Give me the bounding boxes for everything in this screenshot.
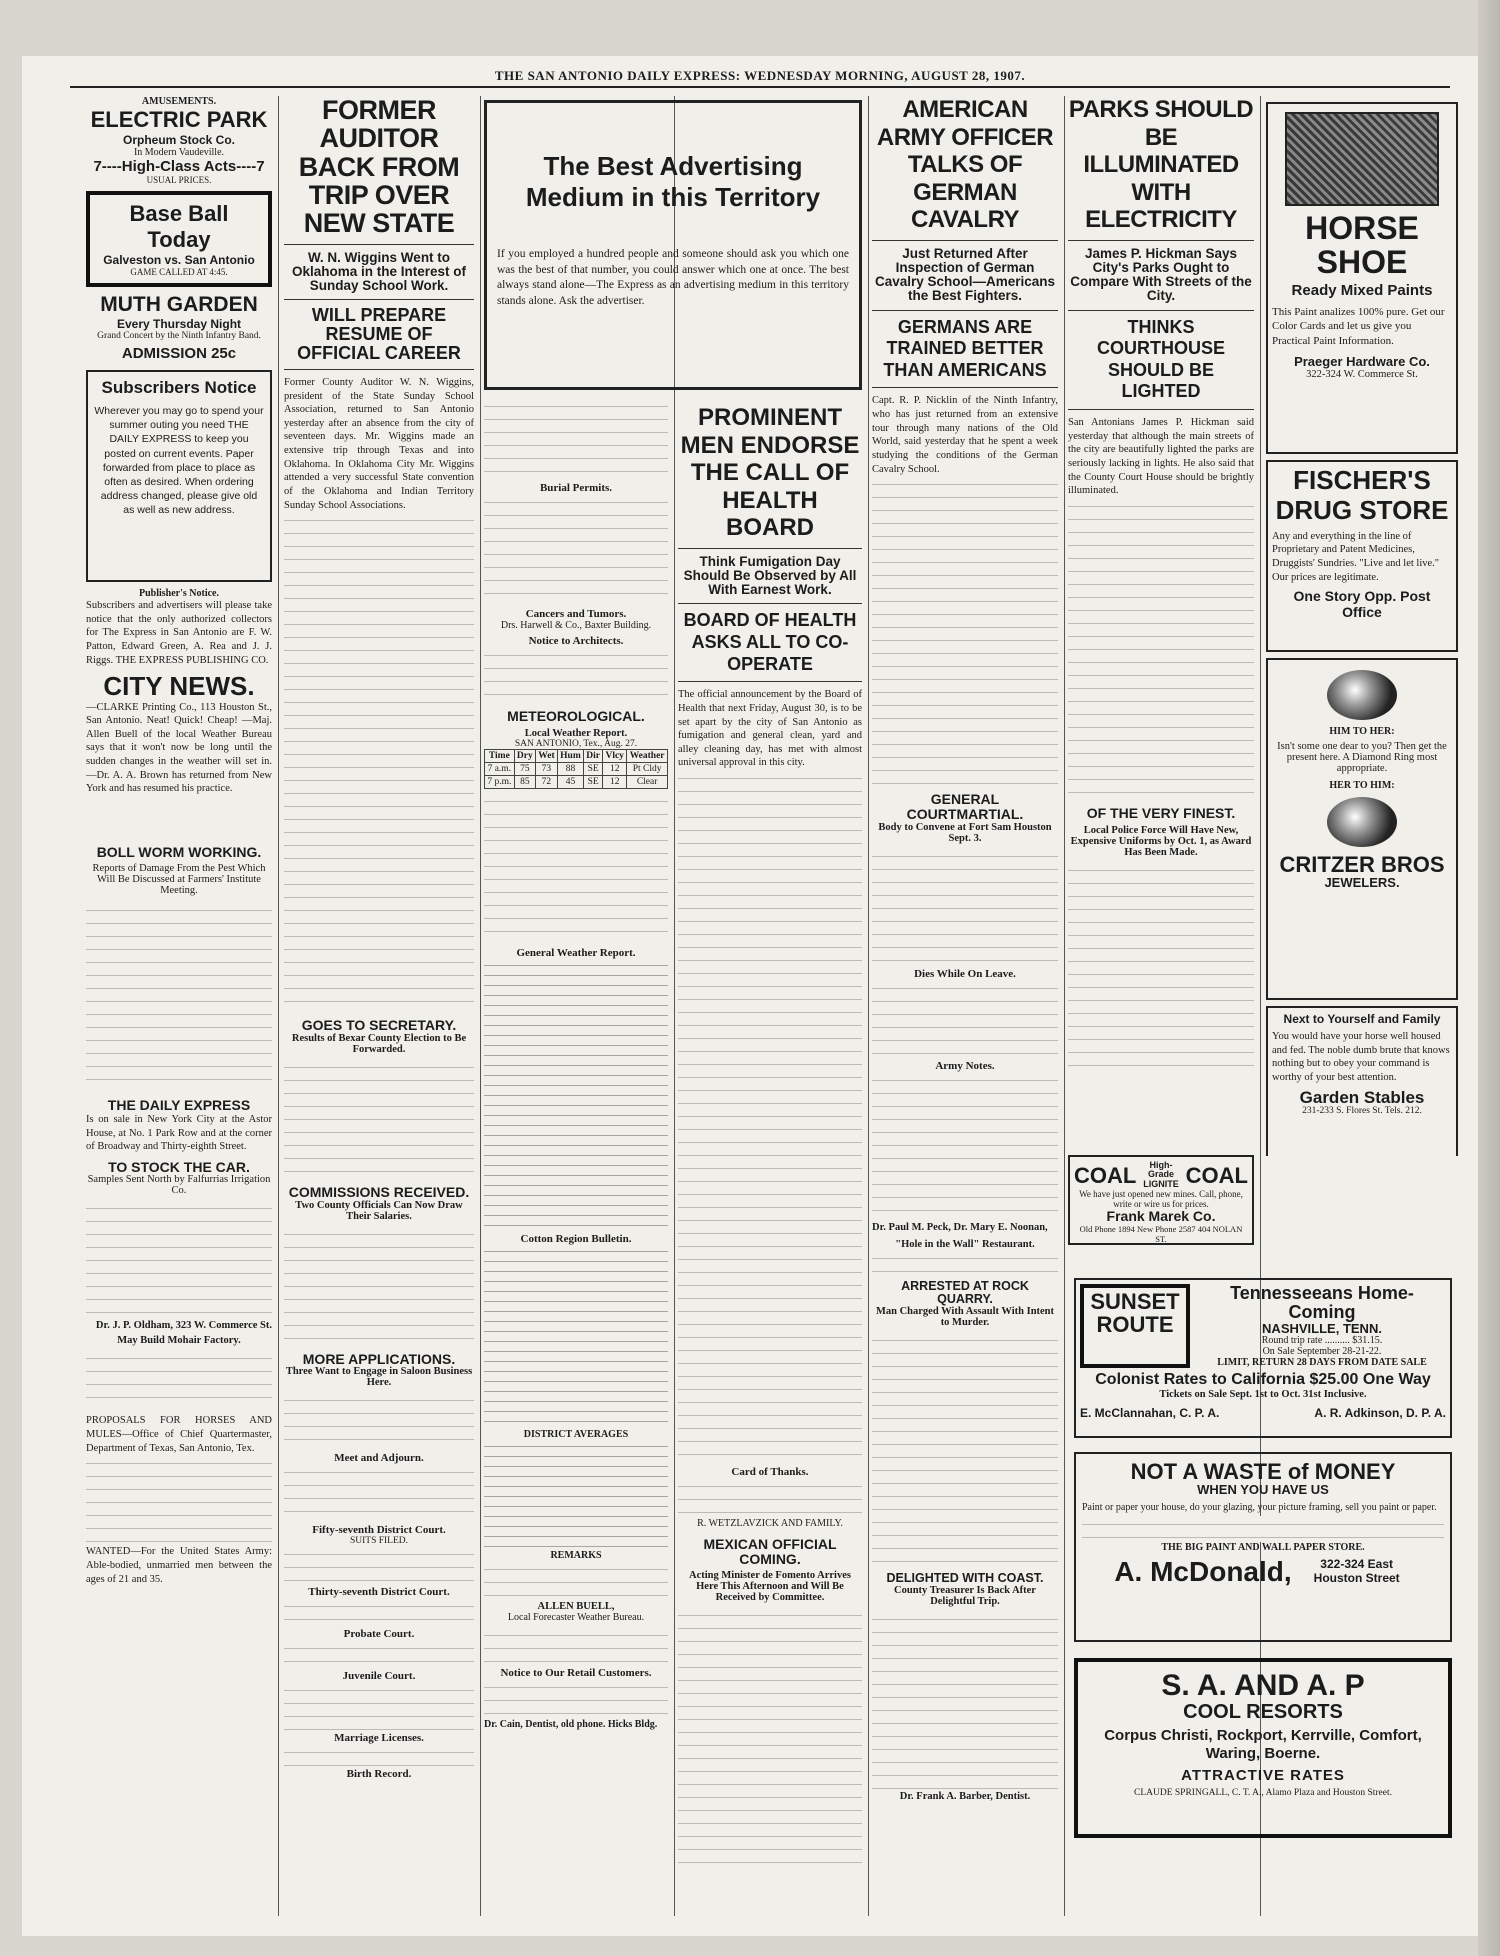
- sunset-route-name: SUNSET ROUTE: [1090, 1289, 1180, 1338]
- coal-ad: [1068, 1155, 1254, 1245]
- coal-word-2: COAL: [1185, 1162, 1248, 1188]
- weather-col: Time: [485, 749, 515, 762]
- round-trip: Round trip rate .......... $31.15.: [1261, 1335, 1383, 1347]
- publishers-notice: Publisher's Notice.: [139, 588, 219, 599]
- meet-heading: Meet and Adjourn.: [334, 1452, 424, 1465]
- architects-body: [484, 647, 668, 703]
- secretary-sub: Results of Bexar County Election to Be Forwarded.: [291, 1033, 467, 1055]
- births-list: [484, 398, 668, 478]
- oldham-line: Dr. J. P. Oldham, 323 W. Commerce St.: [95, 1320, 272, 1332]
- horse-shoe-ad: [1266, 102, 1458, 454]
- peck-line: Dr. Paul M. Peck, Dr. Mary E. Noonan,: [872, 1221, 1048, 1233]
- mcdonald-ad: [1074, 1452, 1452, 1642]
- card-thanks-heading: Card of Thanks.: [731, 1466, 809, 1479]
- courtmartial-body: [872, 848, 1058, 968]
- finest-body: [1068, 862, 1254, 1076]
- mexican-official-heading: MEXICAN OFFICIAL COMING.: [703, 1536, 837, 1567]
- weather-row: [485, 775, 668, 788]
- marriage-heading: Marriage Licenses.: [334, 1732, 424, 1745]
- baseball-ad: [86, 191, 272, 287]
- mcdonald-title: NOT A WASTE of MONEY: [1130, 1459, 1396, 1484]
- lignite-word: High-Grade LIGNITE: [1143, 1160, 1179, 1189]
- sunset-route-ad: [1074, 1278, 1452, 1438]
- garden-title: Next to Yourself and Family: [1283, 1012, 1441, 1026]
- retail-notice-heading: Notice to Our Retail Customers.: [500, 1666, 652, 1679]
- fumigation-ad: [484, 1627, 668, 1667]
- commissions-sub: Two County Officials Can Now Draw Their Salaries.: [295, 1199, 463, 1222]
- delighted-body: [872, 1611, 1058, 1791]
- game-called: GAME CALLED AT 4:45.: [130, 267, 228, 277]
- divider: [678, 603, 862, 604]
- delighted-sub: County Treasurer Is Back After Delightful Trip.: [894, 1585, 1036, 1608]
- parks-body: San Antonians James P. Hickman said yesterday that although the main streets of the city are beautifully lighted the parks are seriously lacking in lights. He also said that the County Court House should be brightly illuminated.: [1068, 417, 1254, 497]
- advertising-title: The Best Advertising Medium in this Territory: [525, 151, 821, 213]
- courtmartial-heading: GENERAL COURTMARTIAL.: [906, 791, 1024, 822]
- coal-addr: Old Phone 1894 New Phone 2587 404 NOLAN ST.: [1079, 1224, 1243, 1244]
- garden-body: You would have your horse well housed and fed. The noble dumb brute that knows nothing but to obey your command is worthy of your best attention.: [1272, 1031, 1450, 1083]
- finest-heading: OF THE VERY FINEST.: [1086, 804, 1236, 821]
- applications-body: [284, 1392, 474, 1452]
- fifty-seventh-heading: Fifty-seventh District Court.: [312, 1524, 446, 1537]
- health-board-body-cont: [678, 770, 862, 1460]
- secretary-heading: GOES TO SECRETARY.: [301, 1017, 457, 1034]
- auditor-sub: W. N. Wiggins Went to Oklahoma in the Interest of Sunday School Work.: [291, 249, 467, 294]
- secretary-body: [284, 1059, 474, 1179]
- mcdonald-store: THE BIG PAINT AND WALL PAPER STORE.: [1161, 1541, 1365, 1553]
- tickets-on-sale: Tickets on Sale Sept. 1st to Oct. 31st Inclusive.: [1159, 1389, 1367, 1401]
- nashville: NASHVILLE, TENN.: [1262, 1320, 1382, 1336]
- garden-addr: 231-233 S. Flores St. Tels. 212.: [1302, 1106, 1422, 1117]
- parks-body-cont: [1068, 498, 1254, 798]
- weather-col: Dry: [514, 749, 535, 762]
- attractive-rates: ATTRACTIVE RATES: [1181, 1767, 1345, 1784]
- critzer-ad: [1266, 658, 1458, 1000]
- card-thanks-signed: R. WETZLAVZICK AND FAMILY.: [697, 1518, 843, 1530]
- mexican-official-body: [678, 1607, 862, 1867]
- probate-heading: Probate Court.: [343, 1628, 415, 1641]
- critzer-jewelers: JEWELERS.: [1324, 875, 1400, 891]
- retail-notice-body: [484, 1679, 668, 1719]
- boll-worm-sub: Reports of Damage From the Pest Which Will Be Discussed at Farmers' Institute Meeting.: [92, 863, 266, 897]
- divider: [1068, 409, 1254, 410]
- weather-cell: 12: [603, 762, 627, 775]
- column-rule: [278, 96, 279, 1916]
- column-6: [1068, 96, 1254, 1076]
- weather-col: Vlcy: [603, 749, 627, 762]
- column-3-lower: [484, 398, 668, 1918]
- delighted-heading: DELIGHTED WITH COAST.: [886, 1570, 1044, 1585]
- juvenile-body: [284, 1682, 474, 1732]
- tenn-homecoming: Tennesseeans Home-Coming: [1230, 1283, 1414, 1322]
- column-4: [678, 404, 862, 1916]
- meet-body: [284, 1464, 474, 1524]
- applications-sub: Three Want to Engage in Saloon Business Here.: [285, 1366, 473, 1389]
- electric-park-title: ELECTRIC PARK: [90, 107, 268, 132]
- army-notes-heading: Army Notes.: [935, 1059, 995, 1072]
- sale-dates: On Sale September 28-21-22.: [1262, 1346, 1382, 1358]
- divider: [872, 240, 1058, 241]
- adjacent-page-edge: [1478, 0, 1500, 1956]
- subscribers-notice-box: [86, 370, 272, 582]
- hole-wall-body: [872, 1250, 1058, 1280]
- health-board-sub2: BOARD OF HEALTH ASKS ALL TO CO-OPERATE: [683, 610, 857, 674]
- sa-ap-title: S. A. AND A. P: [1161, 1669, 1365, 1702]
- general-weather-heading: General Weather Report.: [516, 946, 636, 959]
- muth-concert: Grand Concert by the Ninth Infantry Band.: [97, 331, 261, 341]
- mohair-body: [86, 1350, 272, 1410]
- agent-mcclannahan: E. McClannahan, C. P. A.: [1080, 1406, 1220, 1421]
- critzer-name: CRITZER BROS: [1279, 852, 1445, 877]
- burial-heading: Burial Permits.: [539, 482, 613, 494]
- cotton-region-table: [484, 1245, 668, 1425]
- muth-thursday: Every Thursday Night: [116, 317, 242, 331]
- daily-express-heading: THE DAILY EXPRESS: [107, 1097, 251, 1114]
- muth-garden-title: MUTH GARDEN: [100, 293, 258, 316]
- mcdonald-body-cont: [1082, 1516, 1444, 1542]
- muth-admission: ADMISSION 25c: [121, 345, 237, 362]
- arrested-heading: ARRESTED AT ROCK QUARRY.: [901, 1278, 1029, 1306]
- agent-adkinson: A. R. Adkinson, D. P. A.: [1314, 1406, 1446, 1421]
- praeger-name: Praeger Hardware Co.: [1294, 353, 1430, 369]
- health-board-headline: PROMINENT MEN ENDORSE THE CALL OF HEALTH BOARD: [680, 404, 860, 542]
- parks-headline: PARKS SHOULD BE ILLUMINATED WITH ELECTRICITY: [1068, 96, 1254, 234]
- horses-mules-body: [86, 1455, 272, 1545]
- coal-body: We have just opened new mines. Call, phone, write or wire us for prices.: [1079, 1189, 1243, 1210]
- birth-heading: Birth Record.: [346, 1768, 412, 1781]
- dies-body: [872, 980, 1058, 1060]
- weather-cell: 45: [557, 775, 583, 788]
- weather-cell: 88: [557, 762, 583, 775]
- baseball-game: Galveston vs. San Antonio: [103, 253, 255, 267]
- thirty-seventh-body: [284, 1598, 474, 1628]
- orpheum-line: Orpheum Stock Co.: [122, 133, 235, 147]
- auditor-body-cont: [284, 512, 474, 1012]
- army-sub2: GERMANS ARE TRAINED BETTER THAN AMERICANS: [883, 316, 1047, 380]
- boll-worm-heading: BOLL WORM WORKING.: [96, 843, 262, 860]
- juvenile-heading: Juvenile Court.: [342, 1670, 416, 1683]
- army-sub: Just Returned After Inspection of German Cavalry School—Americans the Best Fighters.: [874, 245, 1056, 304]
- dies-heading: Dies While On Leave.: [914, 967, 1016, 980]
- divider: [872, 387, 1058, 388]
- weather-header-row: [485, 749, 668, 762]
- garden-stables-ad: [1266, 1006, 1458, 1156]
- weather-row: [485, 762, 668, 775]
- weather-col: Wet: [536, 749, 558, 762]
- masthead-rule: [70, 86, 1450, 88]
- column-rule: [480, 96, 481, 1916]
- district-averages-table: [484, 1440, 668, 1550]
- masthead: THE SAN ANTONIO DAILY EXPRESS: WEDNESDAY MORNING, AUGUST 28, 1907.: [494, 68, 1026, 83]
- column-rule: [1260, 96, 1261, 1916]
- frank-marek: Frank Marek Co.: [1106, 1208, 1216, 1225]
- horses-mules: PROPOSALS FOR HORSES AND MULES—Office of Chief Quartermaster, Department of Texas, San Antonio, Tex.: [86, 1415, 272, 1454]
- burial-list: [484, 494, 668, 604]
- paint-body: This Paint analizes 100% pure. Get our Color Cards and let us give you Practical Paint Information.: [1272, 305, 1445, 347]
- cancers-heading: Cancers and Tumors.: [525, 608, 627, 620]
- colonist-rates: Colonist Rates to California $25.00 One Way: [1095, 1371, 1431, 1389]
- marriage-body: [284, 1744, 474, 1768]
- horse-shoe-title: HORSE SHOE: [1305, 210, 1419, 280]
- divider: [284, 244, 474, 245]
- mcdonald-addr: 322-324 East Houston Street: [1313, 1557, 1400, 1586]
- stock-car-heading: TO STOCK THE CAR.: [108, 1158, 250, 1175]
- divider: [678, 681, 862, 682]
- weather-cell: 73: [536, 762, 558, 775]
- local-weather-table: [484, 749, 668, 789]
- publishers-body: Subscribers and advertisers will please take notice that the only authorized collectors for The Express in San Antonio are F. W. Patton, Edward Green, A. Rea and J. J. Riggs. THE EXPRESS PUBLISHING CO.: [86, 600, 272, 666]
- mcdonald-sub: WHEN YOU HAVE US: [1197, 1482, 1329, 1498]
- sunset-logo: [1080, 1284, 1190, 1368]
- remarks-heading: REMARKS: [550, 1549, 602, 1561]
- health-board-sub: Think Fumigation Day Should Be Observed by All With Earnest Work.: [683, 553, 857, 598]
- city-news-body: —CLARKE Printing Co., 113 Houston St., San Antonio. Neat! Quick! Cheap! —Maj. Allen Buell of the local Weather Bureau says that it won't now be long until the sudden changes in the weather will set in. —Dr. A. A. Brown has returned from New York and has resumed his practice.: [86, 701, 272, 795]
- sa-ap-ad: [1074, 1658, 1452, 1838]
- him-to-her: HIM TO HER:: [1329, 726, 1395, 737]
- probate-body: [284, 1640, 474, 1670]
- arrested-body: [872, 1332, 1058, 1572]
- forecaster: Local Forecaster Weather Bureau.: [507, 1611, 645, 1623]
- commissions-heading: COMMISSIONS RECEIVED.: [288, 1184, 470, 1200]
- baseball-title: Base Ball Today: [129, 201, 229, 252]
- weather-col: Dir: [584, 749, 603, 762]
- acts-line: 7----High-Class Acts----7: [93, 158, 265, 175]
- fifty-seventh-body: [284, 1546, 474, 1586]
- weather-cell: 75: [514, 762, 535, 775]
- divider: [872, 310, 1058, 311]
- weather-cell: Pt Cldy: [627, 762, 668, 775]
- commissions-body: [284, 1226, 474, 1346]
- dr-cain: Dr. Cain, Dentist, old phone. Hicks Bldg.: [484, 1718, 658, 1730]
- city-news-heading: CITY NEWS.: [103, 671, 255, 702]
- cancers-body: Drs. Harwell & Co., Baxter Building.: [500, 620, 652, 631]
- fischer-body: Any and everything in the line of Proprietary and Patent Medicines, Druggists' Sundries. "Live and let live." Our prices are legitimate.: [1272, 530, 1440, 583]
- army-body: Capt. R. P. Nicklin of the Ninth Infantry, who has just returned from an extensive tour through many nations of the Old World, said yesterday that he spent a week studying the conditions of the German Cavalry School.: [872, 395, 1058, 475]
- diamond-ring-icon: [1327, 670, 1397, 720]
- stock-car-body: [86, 1200, 272, 1320]
- army-headline: AMERICAN ARMY OFFICER TALKS OF GERMAN CAVALRY: [876, 96, 1054, 234]
- mexican-official-sub: Acting Minister de Fomento Arrives Here This Afternoon and Will Be Received by Committee.: [689, 1570, 851, 1604]
- claude-springall: CLAUDE SPRINGALL, C. T. A., Alamo Plaza and Houston Street.: [1134, 1787, 1392, 1798]
- auditor-headline: FORMER AUDITOR BACK FROM TRIP OVER NEW STATE: [298, 96, 460, 239]
- usual-prices: USUAL PRICES.: [146, 175, 212, 185]
- weather-cell: 7 p.m.: [485, 775, 515, 788]
- suits-filed-1: SUITS FILED.: [349, 1536, 409, 1547]
- divider: [1068, 310, 1254, 311]
- applications-heading: MORE APPLICATIONS.: [302, 1350, 456, 1367]
- local-weather-heading: Local Weather Report.: [524, 727, 628, 739]
- praeger-addr: 322-324 W. Commerce St.: [1306, 368, 1418, 380]
- weather-cell: 12: [603, 775, 627, 788]
- meteorological-heading: METEOROLOGICAL.: [507, 708, 645, 724]
- card-thanks-body: [678, 1478, 862, 1518]
- cool-resorts: COOL RESORTS: [1183, 1700, 1343, 1723]
- column-7: [1266, 96, 1458, 1156]
- subscribers-title: Subscribers Notice: [101, 378, 257, 397]
- fischer-title: FISCHER'S DRUG STORE: [1275, 465, 1449, 525]
- weather-cell: 85: [514, 775, 535, 788]
- fischer-loc: One Story Opp. Post Office: [1293, 588, 1431, 621]
- limit-return: LIMIT, RETURN 28 DAYS FROM DATE SALE: [1217, 1357, 1427, 1369]
- district-averages-heading: DISTRICT AVERAGES: [523, 1428, 629, 1440]
- remarks-body: [484, 1561, 668, 1601]
- general-weather-table: [484, 959, 668, 1229]
- weather-cell: SE: [584, 762, 603, 775]
- mcdonald-body: Paint or paper your house, do your glazing, your picture framing, sell you paint or paper.: [1082, 1501, 1437, 1513]
- boll-worm-body: [86, 902, 272, 1092]
- weather-cell: 7 a.m.: [485, 762, 515, 775]
- weather-col: Hum: [557, 749, 583, 762]
- ready-mixed: Ready Mixed Paints: [1291, 282, 1433, 300]
- allen-buell: ALLEN BUELL,: [537, 1600, 615, 1612]
- vaudeville-line: In Modern Vaudeville.: [133, 147, 225, 158]
- ring-icon: [1327, 797, 1397, 847]
- courtmartial-sub: Body to Convene at Fort Sam Houston Sept. 3.: [878, 821, 1052, 844]
- amusements-heading: AMUSEMENTS.: [141, 96, 217, 107]
- her-to-him: HER TO HIM:: [1329, 780, 1395, 791]
- advertising-body: If you employed a hundred people and someone should ask you which one was the best of that number, you could answer which one at once. The best always stand alone—The Express as an advertising medium in this territory stands alone. Ask the advertiser.: [497, 248, 849, 307]
- stock-car-sub: Samples Sent North by Falfurrias Irrigation Co.: [87, 1174, 271, 1197]
- weather-cell: SE: [584, 775, 603, 788]
- mcdonald-name: A. McDonald,: [1114, 1555, 1292, 1587]
- weather-cell: 72: [536, 775, 558, 788]
- daily-express-body: Is on sale in New York City at the Astor House, at No. 1 Park Row and at the corner of Broadway and Thirty-eighth Street.: [86, 1113, 272, 1153]
- him-body: Isn't some one dear to you? Then get the present here. A Diamond Ring most appropriate.: [1277, 741, 1447, 774]
- divider: [284, 369, 474, 370]
- army-notes-body: [872, 1072, 1058, 1222]
- mohair-heading: May Build Mohair Factory.: [117, 1335, 241, 1347]
- wanted-notice: WANTED—For the United States Army: Able-bodied, unmarried men between the ages of 21 and 35.: [86, 1546, 272, 1585]
- column-5: [872, 96, 1058, 1916]
- divider: [1068, 240, 1254, 241]
- best-advertising-ad: [484, 100, 862, 390]
- auditor-body: Former County Auditor W. N. Wiggins, president of the State Sunday School Association, returned to San Antonio yesterday after an absence from the city of seventeen days. Mr. Wiggins made an extensive trip through Texas and into Oklahoma. In Oklahoma City Mr. Wiggins attended a very successful State convention of the Oklahoma and Indian Territory Sunday School Associations.: [284, 376, 474, 511]
- column-1: [86, 96, 272, 1916]
- barber-line: Dr. Frank A. Barber, Dentist.: [899, 1791, 1031, 1803]
- hole-wall-heading: "Hole in the Wall" Restaurant.: [895, 1238, 1035, 1250]
- column-rule: [1064, 96, 1065, 1916]
- thirty-seventh-heading: Thirty-seventh District Court.: [308, 1586, 450, 1599]
- parks-sub: James P. Hickman Says City's Parks Ought to Compare With Streets of the City.: [1070, 245, 1252, 304]
- weather-place: SAN ANTONIO, Tex., Aug. 27.: [514, 738, 638, 749]
- army-body-cont: [872, 476, 1058, 786]
- fischer-ad: [1266, 460, 1458, 652]
- garden-name: Garden Stables: [1299, 1087, 1425, 1107]
- weather-cell: Clear: [627, 775, 668, 788]
- divider: [678, 548, 862, 549]
- column-rule: [868, 96, 869, 1916]
- finest-sub: Local Police Force Will Have New, Expensive Uniforms by Oct. 1, as Award Has Been Made.: [1070, 824, 1252, 858]
- health-board-body: The official announcement by the Board of Health that next Friday, August 30, is to be set apart by the city of San Antonio as fumigation and general clean, yard and alley cleaning day, has met with almost universal approval in this city.: [678, 689, 862, 769]
- divider: [284, 299, 474, 300]
- arrested-sub: Man Charged With Assault With Intent to Murder.: [875, 1305, 1055, 1328]
- resort-places: Corpus Christi, Rockport, Kerrville, Comfort, Waring, Boerne.: [1104, 1726, 1422, 1763]
- column-2: [284, 96, 474, 1916]
- weather-summary: [484, 793, 668, 943]
- coal-word: COAL: [1074, 1162, 1137, 1188]
- weather-col: Weather: [627, 749, 668, 762]
- parks-sub2: THINKS COURTHOUSE SHOULD BE LIGHTED: [1096, 316, 1225, 402]
- cotton-region-heading: Cotton Region Bulletin.: [520, 1232, 632, 1245]
- architects-heading: Notice to Architects.: [528, 635, 624, 647]
- paint-can-icon: [1285, 112, 1439, 206]
- auditor-sub2: WILL PREPARE RESUME OF OFFICIAL CAREER: [297, 305, 461, 364]
- subscribers-body: Wherever you may go to spend your summer outing you need THE DAILY EXPRESS to keep you posted on current events. Paper forwarded from place to place as often as desired. When ordering address changed, please give old as well as new address.: [94, 405, 264, 517]
